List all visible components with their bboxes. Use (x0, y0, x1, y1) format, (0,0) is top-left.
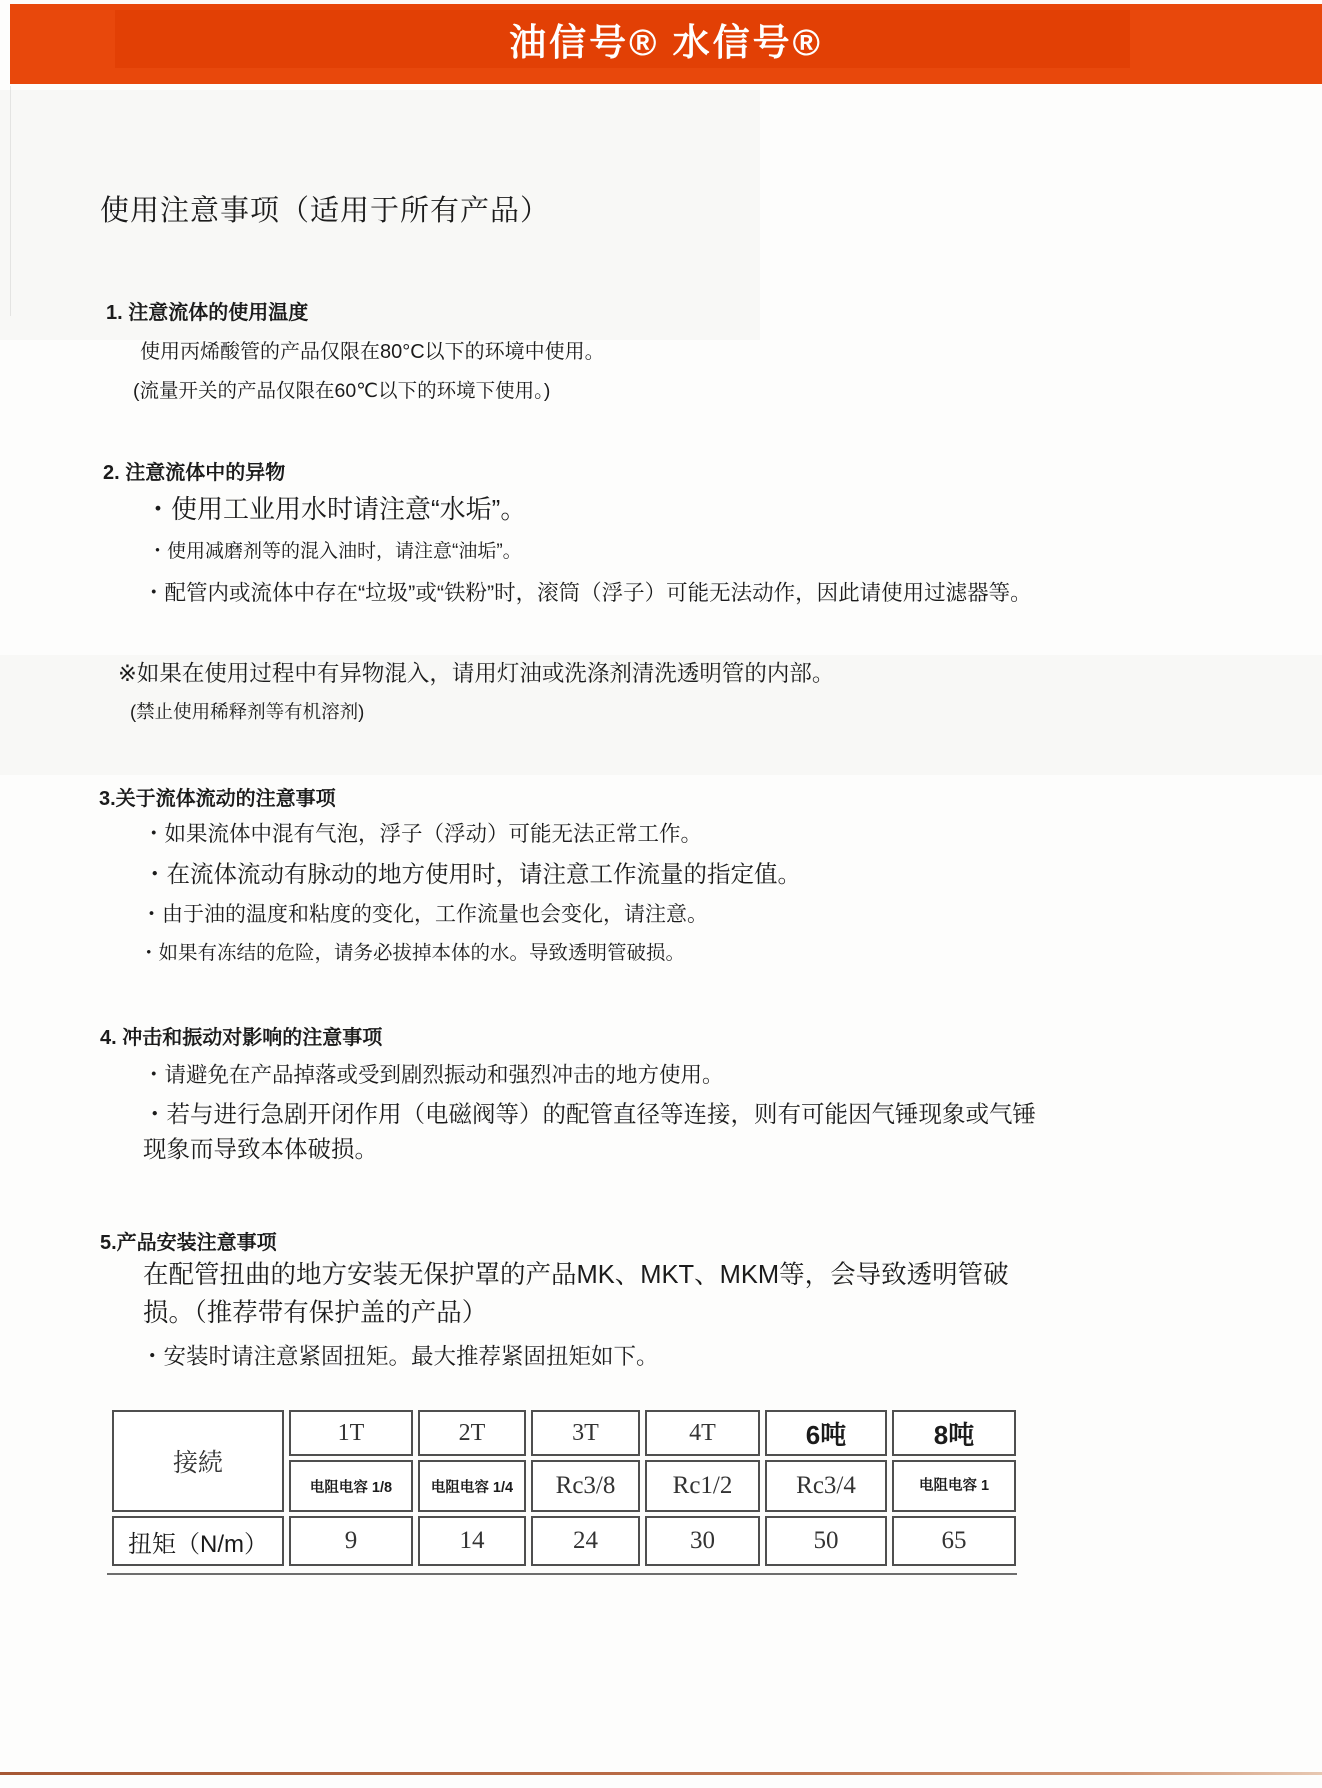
torque-row-label: 扭矩（N/m） (112, 1516, 284, 1566)
thread-cell: 电阻电容 1/4 (418, 1460, 526, 1512)
section-5-heading: 5.产品安装注意事项 (100, 1232, 277, 1254)
page-title: 使用注意事项（适用于所有产品） (100, 195, 551, 227)
section-1-line: (流量开关的产品仅限在60℃以下的环境下使用。) (133, 380, 551, 402)
thread-cell: Rc1/2 (645, 1460, 760, 1512)
section-2-note: ※如果在使用过程中有异物混入，请用灯油或洗涤剂清洗透明管的内部。 (118, 661, 835, 686)
thread-cell: 电阻电容 1 (892, 1460, 1016, 1512)
torque-cell: 24 (531, 1516, 640, 1566)
size-cell: 6吨 (765, 1410, 887, 1456)
scan-artifact (10, 86, 11, 316)
section-4-bullet: ・请避免在产品掉落或受到剧烈振动和强烈冲击的地方使用。 (143, 1063, 724, 1087)
thread-cell: Rc3/4 (765, 1460, 887, 1512)
table-bottom-rule (107, 1573, 1017, 1575)
section-2-bullet: ・使用工业用水时请注意“水垢”。 (145, 494, 527, 524)
section-1-heading: 1. 注意流体的使用温度 (106, 302, 309, 324)
section-5-paragraph: 在配管扭曲的地方安装无保护罩的产品MK、MKT、MKM等，会导致透明管破损。（推荐带有保护盖的产品） (143, 1261, 1009, 1328)
torque-cell: 50 (765, 1516, 887, 1566)
section-3-bullet: ・如果流体中混有气泡，浮子（浮动）可能无法正常工作。 (143, 822, 703, 846)
table-row-torques (112, 1516, 1016, 1566)
size-cell: 4T (645, 1410, 760, 1456)
torque-cell: 14 (418, 1516, 526, 1566)
section-2-bullet: ・使用减磨剂等的混入油时，请注意“油垢”。 (148, 541, 522, 562)
section-2-bullet: ・配管内或流体中存在“垃圾”或“铁粉”时，滚筒（浮子）可能无法动作，因此请使用过滤器等。 (143, 581, 1032, 605)
header-banner (10, 4, 1322, 84)
torque-cell: 65 (892, 1516, 1016, 1566)
torque-cell: 9 (289, 1516, 413, 1566)
section-3-bullet: ・如果有冻结的危险，请务必拔掉本体的水。导致透明管破损。 (139, 942, 686, 964)
section-4-heading: 4. 冲击和振动对影响的注意事项 (100, 1027, 383, 1049)
size-cell: 2T (418, 1410, 526, 1456)
page-bottom-line (0, 1772, 1322, 1775)
section-4-bullet: ・若与进行急剧开闭作用（电磁阀等）的配管直径等连接，则有可能因气锤现象或气锤现象而导致本体破损。 (143, 1101, 1036, 1163)
size-cell: 3T (531, 1410, 640, 1456)
table-corner-cell: 接続 (112, 1410, 284, 1512)
section-3-heading: 3.关于流体流动的注意事项 (99, 788, 336, 810)
thread-cell: 电阻电容 1/8 (289, 1460, 413, 1512)
section-2-note: (禁止使用稀释剂等有机溶剂) (130, 701, 365, 722)
section-3-bullet: ・在流体流动有脉动的地方使用时，请注意工作流量的指定值。 (143, 861, 801, 887)
torque-table (107, 1406, 1021, 1570)
table-row-sizes (112, 1410, 1016, 1456)
size-cell: 1T (289, 1410, 413, 1456)
section-1-line: 使用丙烯酸管的产品仅限在80°C以下的环境中使用。 (140, 341, 605, 363)
product-title: 油信号® 水信号® (509, 22, 823, 63)
section-5-bullet: ・安装时请注意紧固扭矩。最大推荐紧固扭矩如下。 (141, 1344, 659, 1369)
size-cell: 8吨 (892, 1410, 1016, 1456)
torque-cell: 30 (645, 1516, 760, 1566)
section-3-bullet: ・由于油的温度和粘度的变化，工作流量也会变化，请注意。 (141, 903, 708, 926)
thread-cell: Rc3/8 (531, 1460, 640, 1512)
section-2-heading: 2. 注意流体中的异物 (103, 462, 286, 484)
